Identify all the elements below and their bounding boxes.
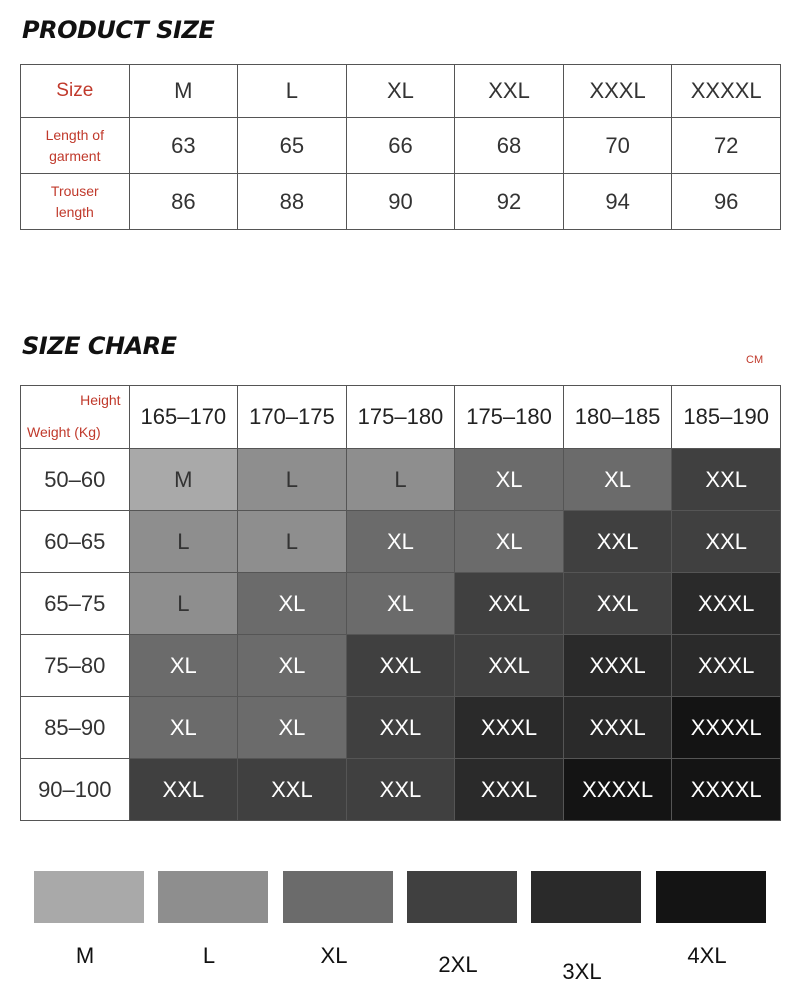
size-cell: L <box>129 511 238 573</box>
size-cell: XXL <box>455 635 564 697</box>
size-col-M: M <box>129 65 238 118</box>
legend-swatch <box>656 871 766 923</box>
weight-range-label: 75–80 <box>21 635 130 697</box>
legend-swatch <box>283 871 393 923</box>
size-cell: XXL <box>563 573 672 635</box>
size-cell: XXL <box>129 759 238 821</box>
size-col-XXL: XXL <box>455 65 564 118</box>
legend-swatch <box>158 871 268 923</box>
size-cell: XXL <box>563 511 672 573</box>
size-cell: XXXXL <box>563 759 672 821</box>
size-cell: XXXL <box>563 697 672 759</box>
color-legend <box>0 871 800 984</box>
size-cell: XL <box>455 449 564 511</box>
table-cell: 94 <box>563 174 672 230</box>
size-cell: XXL <box>672 449 781 511</box>
size-cell: XXL <box>346 759 455 821</box>
size-col-L: L <box>238 65 347 118</box>
height-range-header: 175–180 <box>346 386 455 449</box>
size-cell: XL <box>238 573 347 635</box>
table-header-row <box>21 386 781 449</box>
size-cell: XXXXL <box>672 697 781 759</box>
table-cell: 63 <box>129 118 238 174</box>
unit-label: CM <box>746 354 764 366</box>
table-cell: 86 <box>129 174 238 230</box>
size-cell: XXL <box>346 635 455 697</box>
weight-range-label: 65–75 <box>21 573 130 635</box>
size-col-XL: XL <box>346 65 455 118</box>
size-cell: L <box>346 449 455 511</box>
table-row <box>21 697 781 759</box>
legend-swatch <box>531 871 641 923</box>
table-row <box>21 759 781 821</box>
size-cell: XL <box>129 635 238 697</box>
size-col-XXXXL: XXXXL <box>672 65 781 118</box>
legend-label: 4XL <box>687 943 727 968</box>
table-row <box>21 573 781 635</box>
size-cell: M <box>129 449 238 511</box>
size-cell: L <box>129 573 238 635</box>
table-cell: 65 <box>238 118 347 174</box>
weight-range-label: 85–90 <box>21 697 130 759</box>
size-cell: XXL <box>346 697 455 759</box>
height-range-header: 180–185 <box>563 386 672 449</box>
size-cell: XL <box>238 697 347 759</box>
size-cell: XXXL <box>563 635 672 697</box>
size-cell: XXL <box>238 759 347 821</box>
weight-label: Weight (Kg) <box>27 424 101 440</box>
table-cell: 90 <box>346 174 455 230</box>
product-size-table <box>20 64 781 230</box>
legend-label: M <box>75 943 95 968</box>
legend-swatch <box>407 871 517 923</box>
size-cell: XXL <box>672 511 781 573</box>
size-cell: XXXL <box>455 697 564 759</box>
corner-cell <box>21 386 130 449</box>
weight-range-label: 60–65 <box>21 511 130 573</box>
legend-label: 3XL <box>562 959 602 984</box>
size-cell: XL <box>563 449 672 511</box>
height-range-header: 185–190 <box>672 386 781 449</box>
size-cell: L <box>238 449 347 511</box>
size-cell: XXXXL <box>672 759 781 821</box>
legend-label: XL <box>320 943 348 968</box>
size-cell: L <box>238 511 347 573</box>
size-cell: XL <box>346 511 455 573</box>
table-cell: 70 <box>563 118 672 174</box>
table-row <box>21 449 781 511</box>
size-chart-title: SIZE CHARE <box>22 332 177 360</box>
legend-label: L <box>202 943 216 968</box>
trouser-length-label: Trouser length <box>21 174 130 230</box>
height-range-header: 165–170 <box>129 386 238 449</box>
garment-length-label: Length of garment <box>21 118 130 174</box>
height-range-header: 170–175 <box>238 386 347 449</box>
size-cell: XXXL <box>672 573 781 635</box>
legend-label: 2XL <box>438 952 478 977</box>
table-row <box>21 635 781 697</box>
height-label: Height <box>80 392 121 408</box>
table-row <box>21 174 781 230</box>
size-cell: XL <box>238 635 347 697</box>
weight-range-label: 50–60 <box>21 449 130 511</box>
size-cell: XXXL <box>455 759 564 821</box>
table-cell: 72 <box>672 118 781 174</box>
table-cell: 96 <box>672 174 781 230</box>
size-cell: XXXL <box>672 635 781 697</box>
table-row <box>21 511 781 573</box>
weight-range-label: 90–100 <box>21 759 130 821</box>
size-cell: XL <box>129 697 238 759</box>
size-chart-table <box>20 385 781 821</box>
height-range-header: 175–180 <box>455 386 564 449</box>
table-cell: 68 <box>455 118 564 174</box>
size-cell: XXL <box>455 573 564 635</box>
table-cell: 92 <box>455 174 564 230</box>
size-header: Size <box>21 65 130 118</box>
size-col-XXXL: XXXL <box>563 65 672 118</box>
product-size-title: PRODUCT SIZE <box>22 16 215 44</box>
table-row <box>21 65 781 118</box>
table-cell: 66 <box>346 118 455 174</box>
size-cell: XL <box>455 511 564 573</box>
table-row <box>21 118 781 174</box>
size-cell: XL <box>346 573 455 635</box>
table-cell: 88 <box>238 174 347 230</box>
legend-swatch <box>34 871 144 923</box>
